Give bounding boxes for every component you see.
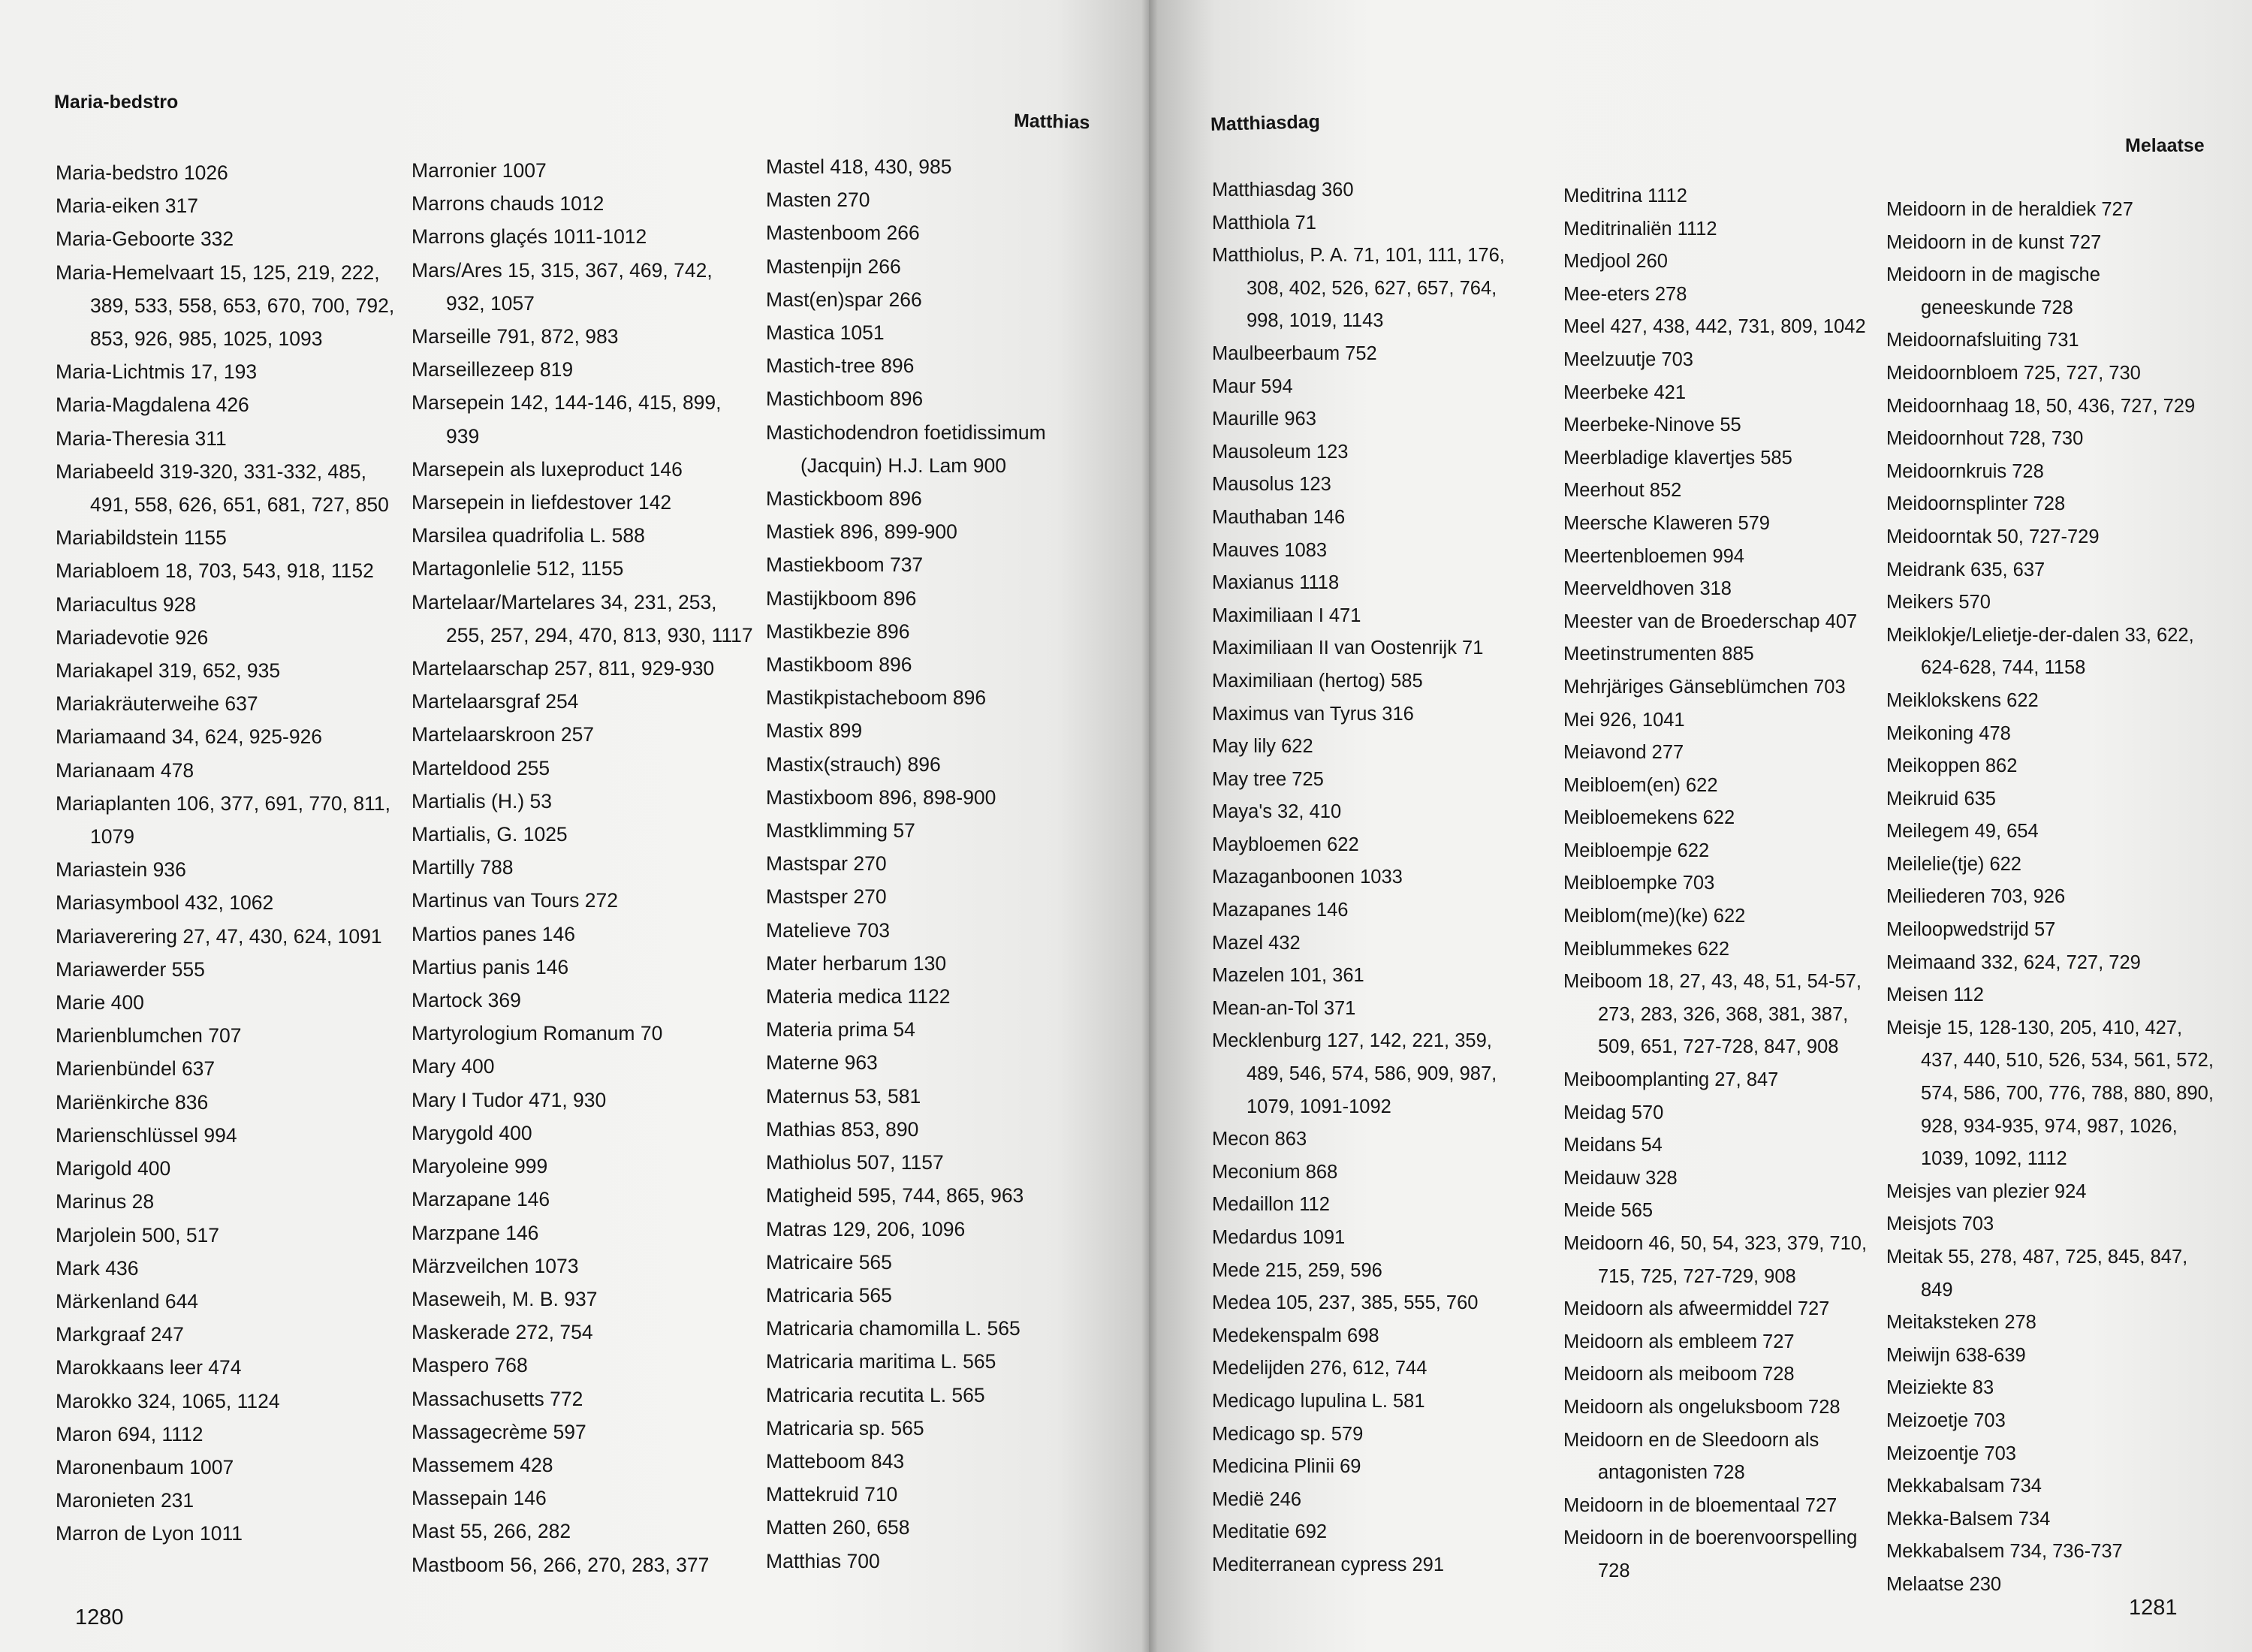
index-entry: Masten 270 [766,188,870,212]
index-entry: Maybloemen 622 [1212,834,1359,855]
index-entry: Mastiekboom 737 [766,553,924,577]
index-entry: Mariacultus 928 [56,592,197,616]
index-entry: Meidoorn en de Sleedoorn als antagonisten 728 [1563,1429,1819,1484]
index-entry: Mastixboom 896, 898-900 [766,785,996,809]
index-entry: Maryoleine 999 [412,1155,548,1178]
index-entry: Mastenboom 266 [766,222,920,245]
index-entry: Meisjots 703 [1886,1213,1994,1235]
index-entry: Märzveilchen 1073 [412,1254,579,1277]
index-entry: Mastichodendron foetidissimum (Jacquin) H.J. Lam 900 [766,421,1046,477]
index-entry: Mecon 863 [1212,1129,1307,1150]
index-entry: Martius panis 146 [412,955,569,978]
index-entry: Marsepein in liefdestover 142 [412,491,672,514]
index-entry: Marzapane 146 [412,1188,550,1211]
index-entry: Matthiasdag 360 [1212,179,1354,200]
index-entry: Mast(en)spar 266 [766,288,922,311]
index-entry: Mastiek 896, 899-900 [766,520,957,544]
index-entry: Meidoornafsluiting 731 [1886,330,2079,351]
index-column-2 [412,154,755,1581]
index-column-3 [766,150,1119,1578]
index-entry: Meconium 868 [1212,1161,1338,1183]
index-entry: Meiboom 18, 27, 43, 48, 51, 54-57, 273, 283, 326, 368, 381, 387, 509, 651, 727-728, 847, 908 [1563,971,1862,1058]
index-entry: Meidoornsplinter 728 [1886,493,2066,515]
index-entry: Martinus van Tours 272 [412,889,618,912]
index-entry: Materne 963 [766,1051,878,1075]
index-entry: Marianaam 478 [56,758,194,782]
index-entry: Marzpane 146 [412,1221,539,1244]
index-entry: Marigold 400 [56,1157,171,1180]
index-entry: Meidoorntak 50, 727-729 [1886,526,2100,547]
index-entry: Maria-Lichtmis 17, 193 [56,360,258,384]
index-entry: Mazaganboonen 1033 [1212,867,1403,888]
index-entry: Meerbeke 421 [1563,381,1687,403]
index-entry: Mausoleum 123 [1212,441,1349,463]
index-entry: Marienblumchen 707 [56,1024,242,1048]
index-entry: Medea 105, 237, 385, 555, 760 [1212,1292,1479,1314]
index-entry: Marronier 1007 [412,159,547,182]
index-entry: Mean-an-Tol 371 [1212,997,1356,1019]
index-entry: Mariasymbool 432, 1062 [56,891,274,915]
index-entry: Meiwijn 638-639 [1886,1344,2026,1366]
index-entry: Maximiliaan II van Oostenrijk 71 [1212,638,1484,659]
index-entry: Meibloempje 622 [1563,840,1710,861]
index-entry: Mauthaban 146 [1212,506,1346,528]
index-entry: Maspero 768 [412,1354,528,1377]
index-entry: Marokko 324, 1065, 1124 [56,1389,280,1412]
index-entry: Maria-Hemelvaart 15, 125, 219, 222, 389, 533, 558, 653, 670, 700, 792, 853, 926, 985, 1025, 1093 [56,261,395,351]
index-entry: Meerbeke-Ninove 55 [1563,415,1741,436]
index-entry: Mastklimming 57 [766,819,915,843]
index-entry: Meditrina 1112 [1563,185,1687,206]
index-entry: Mastboom 56, 266, 270, 283, 377 [412,1553,710,1576]
index-entry: Meisen 112 [1886,984,1984,1006]
index-entry: Matten 260, 658 [766,1516,910,1539]
index-entry: Maron 694, 1112 [56,1422,203,1446]
index-entry: Maria-Geboorte 332 [56,228,234,251]
index-entry: Medekenspalm 698 [1212,1325,1379,1346]
index-column-4 [1212,174,1527,1582]
index-entry: Medaillon 112 [1212,1194,1330,1216]
index-entry: Mastich-tree 896 [766,354,915,378]
index-entry: Meisjes van plezier 924 [1886,1180,2087,1202]
index-entry: Maximiliaan I 471 [1212,604,1361,626]
index-entry: Matthias 700 [766,1549,880,1572]
index-entry: Maseweih, M. B. 937 [412,1287,598,1310]
index-entry: Materia medica 1122 [766,985,951,1008]
index-entry: Massagecrème 597 [412,1420,586,1443]
index-entry: Mariaverering 27, 47, 430, 624, 1091 [56,924,382,948]
index-entry: Meidans 54 [1563,1135,1663,1156]
index-entry: Meiblummekes 622 [1563,938,1730,960]
index-entry: Marjolein 500, 517 [56,1223,220,1247]
index-entry: Mastspar 270 [766,852,887,876]
index-entry: Marienbündel 637 [56,1057,216,1081]
index-entry: Marteldood 255 [412,756,550,779]
index-entry: May tree 725 [1212,768,1324,790]
index-entry: Melaatse 230 [1886,1573,2002,1595]
index-entry: Matricaire 565 [766,1250,892,1274]
index-entry: Meiloopwedstrijd 57 [1886,919,2056,941]
index-entry: Meiklokje/Lelietje-der-dalen 33, 622, 624-628, 744, 1158 [1886,624,2194,679]
index-entry: Marrons chauds 1012 [412,192,604,216]
index-entry: Mastsper 270 [766,885,887,909]
index-entry: Meerhout 852 [1563,480,1682,502]
index-entry: Meel 427, 438, 442, 731, 809, 1042 [1563,316,1866,338]
index-entry: Meiliederen 703, 926 [1886,886,2066,908]
index-entry: Meditrinaliën 1112 [1563,218,1717,240]
index-entry: Mazapanes 146 [1212,900,1349,921]
index-entry: Mekkabalsam 734 [1886,1476,2042,1497]
index-entry: Maurille 963 [1212,408,1316,430]
index-entry: Maur 594 [1212,375,1293,397]
index-entry: Mariënkirche 836 [56,1090,209,1114]
index-entry: Meidoorn 46, 50, 54, 323, 379, 710, 715, 725, 727-729, 908 [1563,1233,1868,1287]
index-entry: Maria-Theresia 311 [56,427,227,450]
index-entry: Martelaarskroon 257 [412,723,595,746]
index-entry: May lily 622 [1212,736,1313,758]
index-entry: Meide 565 [1563,1200,1654,1222]
index-entry: Massepain 146 [412,1487,547,1510]
index-entry: Maskerade 272, 754 [412,1321,593,1344]
index-entry: Medicina Plinii 69 [1212,1456,1361,1478]
index-column-1 [56,156,398,1551]
index-entry: Maria-eiken 317 [56,194,199,218]
index-entry: Matthiola 71 [1212,212,1316,234]
running-head-left: Matthiasdag [1210,111,1321,135]
index-entry: Marsepein 142, 144-146, 415, 899, 939 [412,391,722,448]
index-entry: Meidoornkruis 728 [1886,460,2044,482]
index-entry: Mary 400 [412,1055,495,1078]
index-entry: Marrons glaçés 1011-1012 [412,225,647,249]
index-entry: Mekkabalsem 734, 736-737 [1886,1541,2123,1563]
index-entry: Mark 436 [56,1256,139,1280]
index-entry: Mariakräuterweihe 637 [56,692,258,716]
page-number-left: 1280 [75,1605,124,1629]
index-entry: Mariamaand 34, 624, 925-926 [56,725,323,749]
index-entry: Medardus 1091 [1212,1227,1346,1248]
index-entry: Meibloemekens 622 [1563,807,1735,829]
index-entry: Mathiolus 507, 1157 [766,1151,944,1174]
index-entry: Meikruid 635 [1886,788,1996,809]
index-entry: Meidauw 328 [1563,1167,1678,1189]
index-entry: Medië 246 [1212,1488,1302,1510]
index-entry: Mee-eters 278 [1563,283,1687,305]
index-entry: Meiziekte 83 [1886,1377,1994,1399]
index-entry: Marygold 400 [412,1121,532,1144]
index-entry: Meilegem 49, 654 [1886,821,2039,843]
index-entry: Marseille 791, 872, 983 [412,325,619,348]
index-entry: Mars/Ares 15, 315, 367, 469, 742, 932, 1057 [412,258,713,315]
index-entry: Martagonlelie 512, 1155 [412,557,624,580]
index-entry: Mauves 1083 [1212,539,1328,561]
index-entry: Matricaria 565 [766,1283,892,1307]
index-entry: Meibloem(en) 622 [1563,774,1718,796]
index-entry: Meiklokskens 622 [1886,689,2039,711]
index-entry: Maria-Magdalena 426 [56,393,249,417]
index-entry: Mastichboom 896 [766,387,924,411]
index-entry: Meertenbloemen 994 [1563,545,1744,567]
running-head-right: Melaatse [2125,135,2205,156]
index-entry: Mariaplanten 106, 377, 691, 770, 811, 1079 [56,791,390,849]
index-entry: Martialis (H.) 53 [412,789,553,812]
index-entry: Meidoorn in de boerenvoorspelling 728 [1563,1527,1858,1581]
index-entry: Marinus 28 [56,1190,155,1213]
index-entry: Meidoornhout 728, 730 [1886,428,2084,450]
index-entry: Mazel 432 [1212,932,1301,954]
index-entry: Matigheid 595, 744, 865, 963 [766,1184,1024,1207]
index-entry: Mehrjäriges Gänseblümchen 703 [1563,676,1846,698]
index-entry: Mastica 1051 [766,321,885,345]
index-entry: Maronenbaum 1007 [56,1455,234,1479]
index-entry: Meikoning 478 [1886,722,2011,744]
index-entry: Meidoorn als meiboom 728 [1563,1364,1795,1385]
index-entry: Meiblom(me)(ke) 622 [1563,906,1746,927]
index-entry: Mariabloem 18, 703, 543, 918, 1152 [56,559,374,583]
index-entry: Meerveldhoven 318 [1563,578,1732,600]
index-entry: Medicago lupulina L. 581 [1212,1390,1425,1412]
index-entry: Meizoentje 703 [1886,1442,2016,1464]
index-entry: Martock 369 [412,989,521,1012]
index-entry: Meikers 570 [1886,592,1991,613]
index-entry: Meibloempke 703 [1563,873,1715,894]
index-entry: Martialis, G. 1025 [412,823,568,846]
index-entry: Marie 400 [56,991,144,1014]
index-entry: Märkenland 644 [56,1289,199,1313]
index-entry: Maronieten 231 [56,1489,194,1512]
index-entry: Meiboomplanting 27, 847 [1563,1069,1779,1091]
index-entry: Matricaria recutita L. 565 [766,1383,985,1406]
index-entry: Maxianus 1118 [1212,572,1340,594]
index-entry: Mede 215, 259, 596 [1212,1259,1382,1281]
index-entry: Mastikboom 896 [766,653,912,677]
index-entry: Medicago sp. 579 [1212,1423,1364,1445]
index-entry: Marsepein als luxeproduct 146 [412,457,683,481]
index-entry: Mastickboom 896 [766,487,922,511]
running-head-left: Maria-bedstro [54,92,179,113]
index-entry: Medjool 260 [1563,251,1668,273]
index-entry: Martelaarschap 257, 811, 929-930 [412,657,715,680]
index-entry: Meidoorn in de magische geneeskunde 728 [1886,264,2100,318]
index-entry: Marsilea quadrifolia L. 588 [412,524,645,547]
index-entry: Mary I Tudor 471, 930 [412,1088,607,1111]
index-entry: Meerbladige klavertjes 585 [1563,447,1792,469]
index-entry: Mastikbezie 896 [766,620,910,643]
index-entry: Meitak 55, 278, 487, 725, 845, 847, 849 [1886,1247,2188,1301]
index-entry: Mariabeeld 319-320, 331-332, 485, 491, 558, 626, 651, 681, 727, 850 [56,460,389,517]
index-entry: Mastel 418, 430, 985 [766,155,952,178]
index-entry: Mecklenburg 127, 142, 221, 359, 489, 546, 574, 586, 909, 987, 1079, 1091-1092 [1212,1030,1497,1117]
index-entry: Meidoorn in de heraldiek 727 [1886,199,2133,220]
index-entry: Matras 129, 206, 1096 [766,1217,966,1241]
index-entry: Meelzuutje 703 [1563,348,1693,370]
index-entry: Martios panes 146 [412,922,576,945]
index-entry: Mattekruid 710 [766,1483,898,1506]
index-entry: Mater herbarum 130 [766,951,947,975]
index-entry: Meizoetje 703 [1886,1409,2006,1431]
index-entry: Mast 55, 266, 282 [412,1520,571,1543]
index-entry: Maya's 32, 410 [1212,801,1342,823]
index-entry: Maulbeerbaum 752 [1212,342,1377,364]
index-entry: Mastenpijn 266 [766,255,901,278]
index-entry: Matelieve 703 [766,918,890,942]
index-entry: Meitaksteken 278 [1886,1312,2036,1334]
index-entry: Maria-bedstro 1026 [56,161,228,184]
index-entry: Meikoppen 862 [1886,755,2018,777]
index-entry: Mariawerder 555 [56,957,205,981]
index-entry: Martelaar/Martelares 34, 231, 253, 255, 257, 294, 470, 813, 930, 1117 [412,590,753,647]
index-entry: Meidoornbloem 725, 727, 730 [1886,362,2141,384]
index-entry: Meilelie(tje) 622 [1886,853,2021,875]
index-entry: Mei 926, 1041 [1563,709,1685,731]
index-entry: Mariabildstein 1155 [56,526,227,550]
index-entry: Mazelen 101, 361 [1212,965,1364,987]
index-entry: Meidoorn in de kunst 727 [1886,231,2102,253]
page-number-right: 1281 [2129,1596,2178,1620]
index-entry: Massemem 428 [412,1453,553,1476]
index-entry: Martyrologium Romanum 70 [412,1022,663,1045]
index-entry: Mekka-Balsem 734 [1886,1508,2051,1530]
index-entry: Marron de Lyon 1011 [56,1522,243,1545]
index-entry: Mausolus 123 [1212,474,1331,496]
index-entry: Meimaand 332, 624, 727, 729 [1886,951,2141,973]
index-entry: Mastix(strauch) 896 [766,752,941,776]
index-entry: Matthiolus, P. A. 71, 101, 111, 176, 308, 402, 526, 627, 657, 764, 998, 1019, 1143 [1212,245,1505,332]
index-entry: Mastix 899 [766,719,863,743]
index-entry: Meiavond 277 [1563,742,1684,764]
index-entry: Meisje 15, 128-130, 205, 410, 427, 437, 440, 510, 526, 534, 561, 572, 574, 586, 700, 776, 788, 880, 890, 928, 934-935, 974, 987, 1026, 1039, 1092, 1112 [1886,1017,2214,1170]
index-entry: Marokkaans leer 474 [56,1356,242,1379]
index-entry: Meidoorn als afweermiddel 727 [1563,1298,1830,1320]
index-entry: Matricaria maritima L. 565 [766,1350,996,1373]
index-column-5 [1563,180,1879,1588]
index-entry: Martilly 788 [412,856,514,879]
index-entry: Matricaria chamomilla L. 565 [766,1317,1020,1340]
index-entry: Medelijden 276, 612, 744 [1212,1358,1427,1379]
index-entry: Mariakapel 319, 652, 935 [56,659,281,683]
index-column-6 [1886,194,2217,1602]
index-entry: Meetinstrumenten 885 [1563,644,1754,665]
index-entry: Mariastein 936 [56,858,186,882]
index-entry: Meidoorn als ongeluksboom 728 [1563,1396,1840,1418]
index-entry: Markgraaf 247 [56,1323,184,1346]
index-entry: Materia prima 54 [766,1018,915,1042]
index-entry: Martelaarsgraf 254 [412,690,579,713]
index-entry: Mediterranean cypress 291 [1212,1554,1445,1575]
index-entry: Maternus 53, 581 [766,1084,921,1108]
index-entry: Meidoorn in de bloementaal 727 [1563,1494,1837,1516]
index-entry: Marseillezeep 819 [412,358,574,381]
index-entry: Marienschlüssel 994 [56,1123,237,1147]
index-entry: Mariadevotie 926 [56,626,209,649]
index-entry: Meidag 570 [1563,1102,1664,1123]
index-entry: Meidoornhaag 18, 50, 436, 727, 729 [1886,395,2196,417]
index-entry: Matteboom 843 [766,1449,905,1473]
index-entry: Massachusetts 772 [412,1387,583,1410]
index-entry: Meersche Klaweren 579 [1563,512,1770,534]
index-entry: Mastikpistacheboom 896 [766,686,987,710]
book-gutter [1141,0,1158,1652]
index-entry: Mathias 853, 890 [766,1117,919,1141]
index-entry: Meester van de Broederschap 407 [1563,610,1858,632]
index-entry: Maximus van Tyrus 316 [1212,703,1414,725]
index-entry: Meditatie 692 [1212,1521,1328,1543]
running-head-right: Matthias [1013,110,1090,134]
index-entry: Meidrank 635, 637 [1886,559,2045,580]
index-entry: Meidoorn als embleem 727 [1563,1331,1795,1352]
index-entry: Matricaria sp. 565 [766,1416,924,1439]
right-page [1149,0,2252,1652]
index-entry: Maximiliaan (hertog) 585 [1212,670,1423,692]
index-entry: Mastijkboom 896 [766,586,917,610]
